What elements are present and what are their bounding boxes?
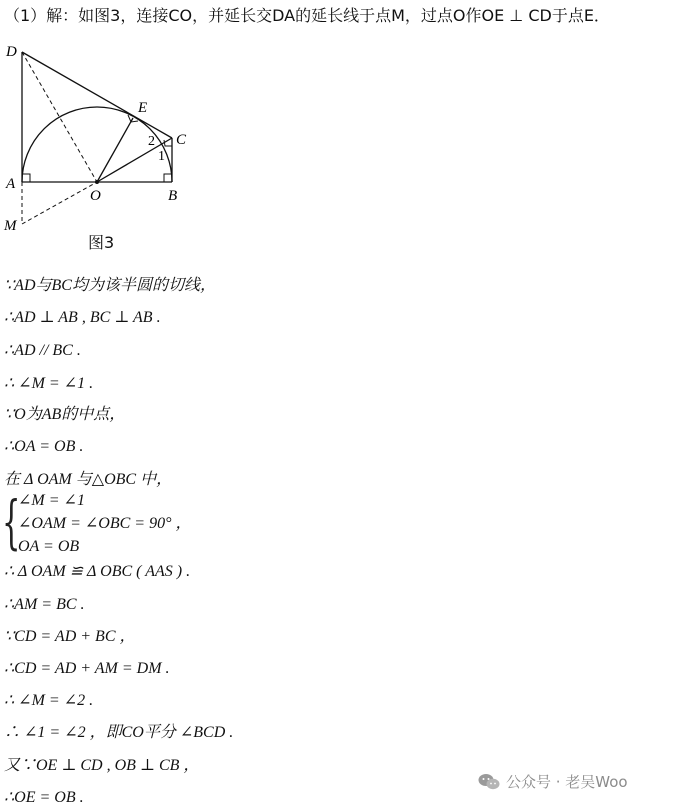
segment-DC — [22, 52, 172, 138]
proof-line: 又∵OE ⊥ CD , OB ⊥ CB ， — [4, 757, 200, 774]
system-line: ∠OAM = ∠OBC = 90° ， — [18, 515, 192, 532]
label-D: D — [6, 44, 17, 60]
wechat-icon — [478, 773, 500, 791]
system-line: OA = OB — [18, 538, 80, 555]
proof-line: ∴AD // BC . — [4, 342, 81, 359]
label-E: E — [138, 100, 148, 116]
label-M: M — [4, 218, 17, 234]
proof-line: ∵CD = AD + BC ， — [4, 628, 136, 645]
proof-line: ∴AD ⊥ AB , BC ⊥ AB . — [4, 309, 161, 326]
figure-svg — [0, 36, 220, 251]
proof-line: ∴OE = OB . — [4, 789, 84, 806]
system-line: ∠M = ∠1 — [18, 492, 85, 509]
proof-line: ∴ ∠M = ∠2 . — [4, 692, 94, 709]
segment-OE — [97, 118, 133, 182]
proof-line: ∴ ∠M = ∠1 . — [4, 375, 94, 392]
proof-line: ∴ ∠1 = ∠2 ，即CO平分 ∠BCD . — [4, 724, 234, 741]
proof-line: ∴AM = BC . — [4, 596, 85, 613]
system-brace: { — [2, 488, 21, 556]
proof-line: 在 Δ OAM 与△OBC 中， — [4, 471, 173, 488]
label-angle-2: 2 — [148, 134, 155, 149]
solution-header: （1）解：如图3，连接CO，并延长交DA的延长线于点M，过点O作OE ⊥ CD于点E． — [4, 6, 610, 25]
proof-line: ∵AD与BC均为该半圆的切线， — [4, 277, 216, 294]
proof-line: ∴OA = OB . — [4, 438, 84, 455]
label-B: B — [168, 188, 178, 204]
watermark-text: 公众号 · 老吴Woo — [506, 773, 628, 791]
proof-line: ∴CD = AD + AM = DM . — [4, 660, 170, 677]
geometry-figure — [0, 36, 220, 251]
right-angle-A — [22, 174, 30, 182]
right-angle-B — [164, 174, 172, 182]
figure-caption: 图3 — [88, 233, 115, 252]
dashed-MO — [22, 182, 97, 224]
label-angle-1: 1 — [158, 149, 165, 164]
label-C: C — [176, 132, 187, 148]
watermark — [478, 771, 628, 792]
proof-line: ∴ Δ OAM ≌ Δ OBC ( AAS ) . — [4, 563, 191, 580]
label-O: O — [90, 188, 101, 204]
point-O — [95, 180, 99, 184]
proof-line: ∵O为AB的中点， — [4, 406, 126, 423]
label-A: A — [6, 176, 16, 192]
